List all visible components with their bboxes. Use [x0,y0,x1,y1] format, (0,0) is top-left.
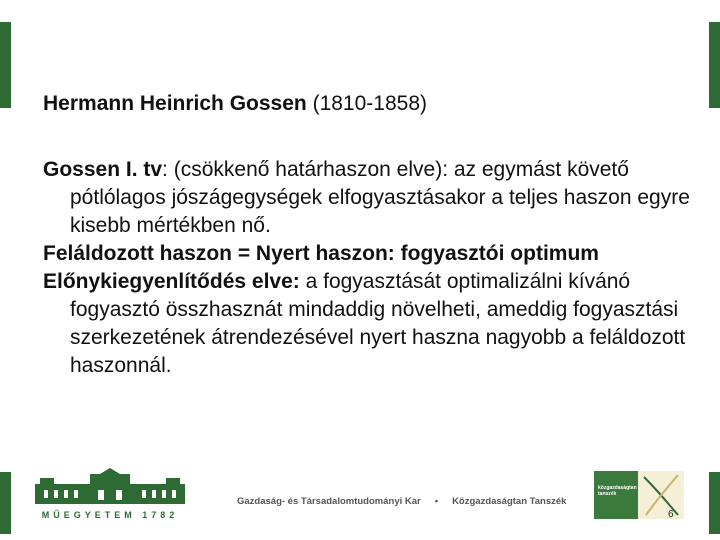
paragraph-equalization [43,268,693,380]
brand-green-tile: közgazdaságtan tanszék [594,471,638,519]
author-years: (1810-1858) [306,92,427,115]
svg-text:MŰEGYETEM 1782: MŰEGYETEM 1782 [41,510,179,520]
faculty-name: Gazdaság- és Társadalomtudományi Kar [237,496,421,507]
brand-light-tile [638,471,684,519]
equalization-term: Előnykiegyenlítődés elve: [43,270,300,293]
paragraph-optimum [43,240,693,268]
paragraph-author [43,90,693,118]
equalization-text: a fogyasztását optimalizálni kívánó fogyasztó összhasznát mindaddig növelheti, ameddig fogyasztási szerkezetének átrendezésével nyert haszna nagyobb a feláldozott haszonnál. [70,270,686,377]
paragraph-gossen-law [43,156,693,240]
footer-separator: • [434,496,439,507]
brand-swoosh-icon [638,471,684,519]
department-name: Közgazdaságtan Tanszék [452,496,567,507]
bottom-left-green-bar [0,472,11,534]
footer-caption [237,496,566,507]
top-right-green-bar [709,22,720,108]
optimum-text: Feláldozott haszon = Nyert haszon: fogyasztói optimum [43,242,599,265]
author-name: Hermann Heinrich Gossen [43,92,307,115]
university-building-icon [30,466,190,526]
page-number: 6 [668,509,674,520]
gossen-law-term: Gossen I. tv [43,158,163,181]
bottom-right-green-bar [709,472,720,534]
muegyetem-logo [30,466,190,526]
top-left-green-bar [0,22,11,108]
gossen-law-text: : (csökkenő határhaszon elve): az egymást követő pótlólagos jószágegységek elfogyasztásakor a teljes haszon egyre kisebb mértékben nő. [70,158,690,237]
slide-body [43,90,693,380]
